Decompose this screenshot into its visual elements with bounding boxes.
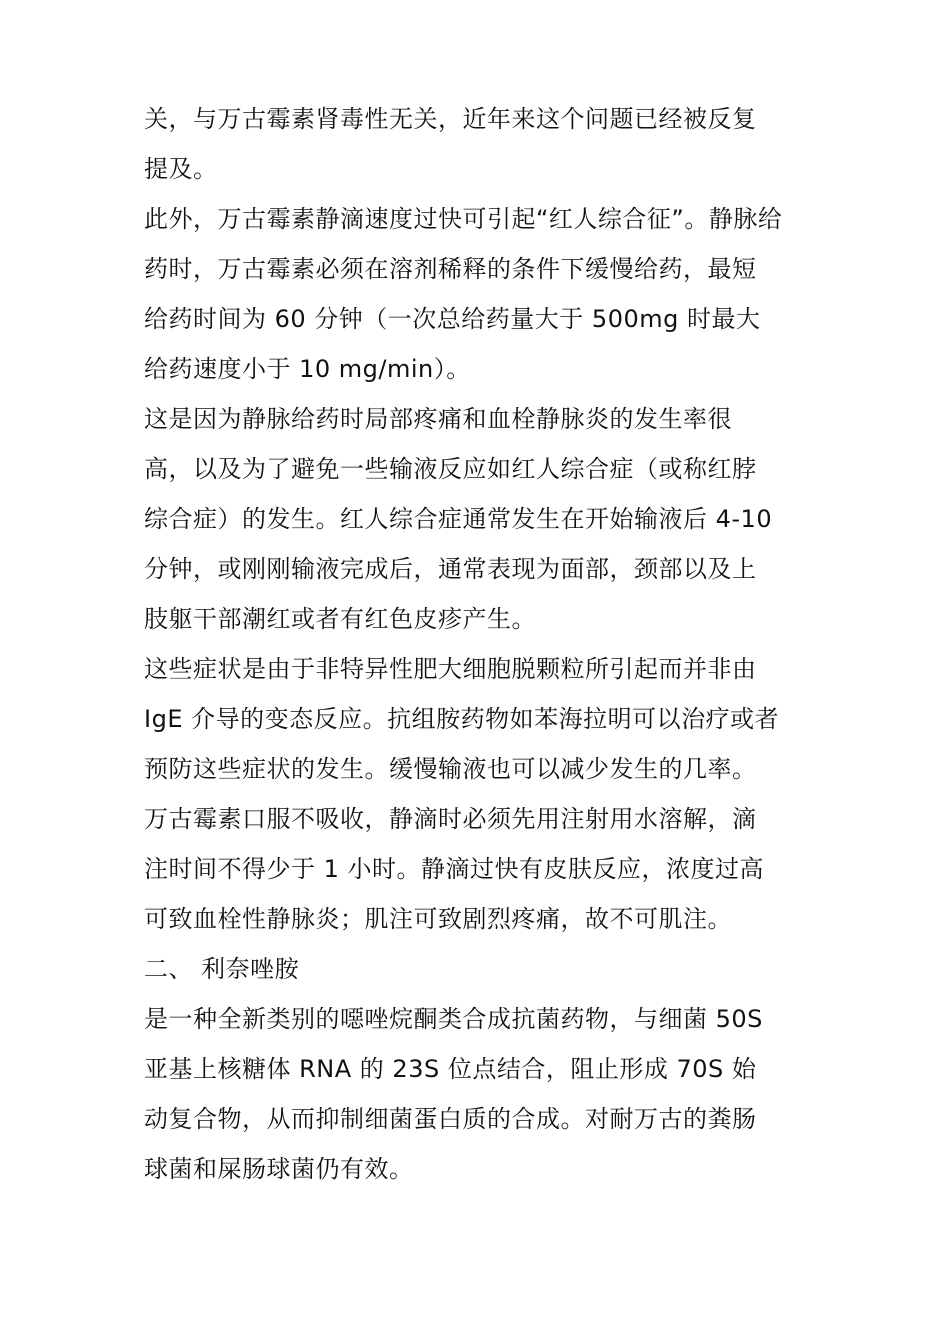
text-line: 这是因为静脉给药时局部疼痛和血栓静脉炎的发生率很 bbox=[144, 405, 732, 433]
text-line: 注时间不得少于 1 小时。静滴过快有皮肤反应，浓度过高 bbox=[144, 855, 765, 883]
text-line: 肢躯干部潮红或者有红色皮疹产生。 bbox=[144, 605, 536, 633]
document-body bbox=[144, 94, 806, 1194]
text-line: 综合症）的发生。红人综合症通常发生在开始输液后 4-10 bbox=[144, 505, 773, 533]
text-line: 是一种全新类别的噁唑烷酮类合成抗菌药物，与细菌 50S bbox=[144, 1005, 763, 1033]
text-line: 分钟，或刚刚输液完成后，通常表现为面部，颈部以及上 bbox=[144, 555, 757, 583]
text-line: 关，与万古霉素肾毒性无关，近年来这个问题已经被反复 bbox=[144, 105, 757, 133]
text-line: 球菌和屎肠球菌仍有效。 bbox=[144, 1155, 414, 1183]
text-line: 动复合物，从而抑制细菌蛋白质的合成。对耐万古的粪肠 bbox=[144, 1105, 757, 1133]
section-heading: 二、 利奈唑胺 bbox=[144, 955, 300, 983]
text-line: 万古霉素口服不吸收，静滴时必须先用注射用水溶解，滴 bbox=[144, 805, 757, 833]
text-line: 提及。 bbox=[144, 155, 218, 183]
text-line: IgE 介导的变态反应。抗组胺药物如苯海拉明可以治疗或者 bbox=[144, 705, 780, 733]
text-line: 高，以及为了避免一些输液反应如红人综合症（或称红脖 bbox=[144, 455, 757, 483]
text-line: 给药速度小于 10 mg/min）。 bbox=[144, 355, 471, 383]
text-line: 这些症状是由于非特异性肥大细胞脱颗粒所引起而并非由 bbox=[144, 655, 757, 683]
text-line: 此外，万古霉素静滴速度过快可引起“红人综合征”。静脉给 bbox=[144, 205, 783, 233]
text-line: 药时，万古霉素必须在溶剂稀释的条件下缓慢给药，最短 bbox=[144, 255, 757, 283]
text-line: 亚基上核糖体 RNA 的 23S 位点结合，阻止形成 70S 始 bbox=[144, 1055, 757, 1083]
text-line: 可致血栓性静脉炎；肌注可致剧烈疼痛，故不可肌注。 bbox=[144, 905, 732, 933]
text-line: 预防这些症状的发生。缓慢输液也可以减少发生的几率。 bbox=[144, 755, 757, 783]
text-line: 给药时间为 60 分钟（一次总给药量大于 500mg 时最大 bbox=[144, 305, 761, 333]
